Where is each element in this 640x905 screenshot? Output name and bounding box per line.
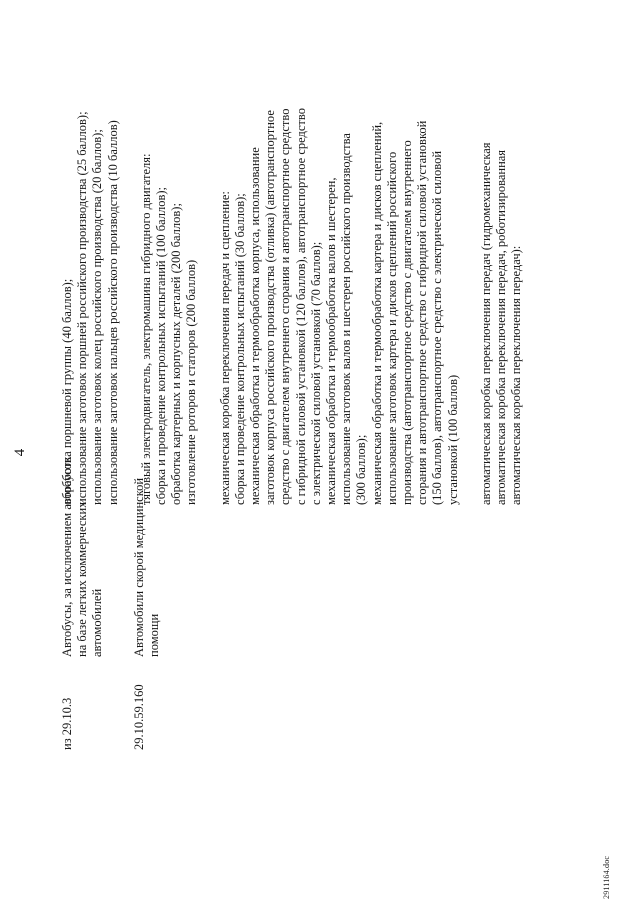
requirement-line: использование заготовок пальцев российского производства (10 баллов) [105,120,120,505]
requirement-line: (300 баллов); [354,434,369,505]
requirement-line: автоматическая коробка переключения передач, роботизированная [494,149,509,505]
requirement-line: сборка и проведение контрольных испытаний (100 баллов); [154,186,169,505]
requirements-column [60,5,524,505]
row-name-line: помощи [147,613,162,657]
requirement-line: изготовление роторов и статоров (200 баллов) [184,259,199,505]
requirement-line: с гибридной силовой установкой (120 баллов), автотранспортное средство [293,108,308,505]
requirement-line: сгорания и автотранспортное средство с гибридной силовой установкой [415,120,430,505]
requirement-line: механическая обработка и термообработка валов и шестерен, [324,177,339,505]
row-name-line: автомобилей [90,588,105,657]
page-number: 4 [12,448,28,457]
requirement-line: механическая обработка и термообработка картера и дисков сцеплений, [369,121,384,505]
requirement-line: (150 баллов), автотранспортное средство с электрической силовой [430,150,445,505]
requirement-line: производства (автотранспортное средство с двигателем внутреннего [400,140,415,505]
row-code: 29.10.59.160 [132,684,146,750]
requirement-line: механическая коробка переключения передач и сцепление: [217,191,232,505]
requirement-line: использование заготовок колец российского производства (20 баллов); [90,129,105,505]
row-name [60,457,106,657]
row-code: из 29.10.3 [60,697,74,750]
requirement-line: автоматическая коробка переключения передач): [509,245,524,505]
row-name-line: Автобусы, за исключением автобусов [60,457,74,657]
requirement-line: использование заготовок валов и шестерен российского производства [339,133,354,505]
requirement-line: установкой (100 баллов) [445,374,460,505]
row-name [132,477,162,657]
requirement-line: механическая обработка и термообработка корпуса, использование [248,147,263,505]
requirement-group [218,5,461,505]
document-footer: 2911164.doc [602,855,611,899]
requirement-line: использование заготовок поршней российского производства (25 баллов); [75,111,90,505]
requirement-group [479,5,525,505]
requirement-line: средство с двигателем внутреннего сгорания и автотранспортное средство [278,108,293,505]
row-name-line: на базе легких коммерческих [75,501,90,657]
requirement-line: использование заготовок картера и дисков сцеплений российского [384,151,399,505]
requirement-group [139,5,200,505]
requirement-group [60,5,121,505]
requirement-line: с электрической силовой установкой (70 баллов); [308,241,323,505]
requirement-line: заготовок корпуса российского производства (отливка) (автотранспортное [263,110,278,505]
requirement-line: обработка картерных и корпусных деталей (200 баллов); [169,203,184,505]
row-name-line: Автомобили скорой медицинской [132,477,146,657]
requirement-line: тяговый электродвигатель, электромашина гибридного двигателя: [138,153,153,505]
requirement-line: сборка и проведение контрольных испытаний (30 баллов); [232,193,247,505]
requirement-line: обработка поршневой группы (40 баллов); [60,278,74,505]
requirement-line: автоматическая коробка переключения передач (гидромеханическая [478,142,493,505]
